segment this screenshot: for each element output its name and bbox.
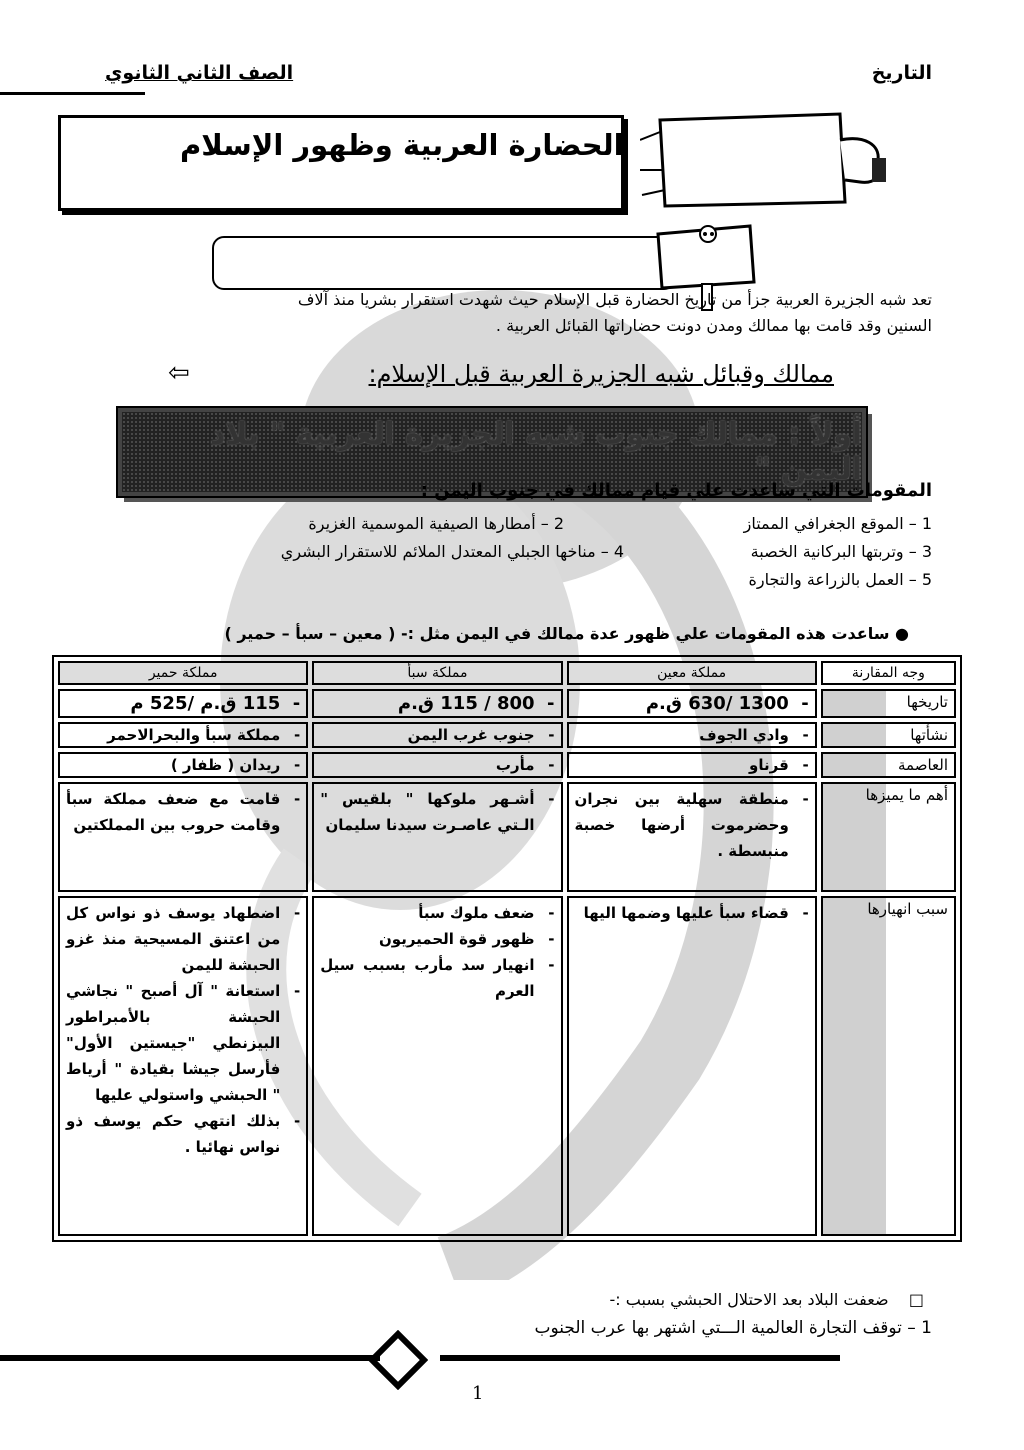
subtitle-box	[212, 236, 676, 290]
intro-line-2: السنين وقد قامت بها ممالك ومدن دونت حضاراتها القبائل العربية .	[495, 316, 932, 335]
weakened-cause-1: 1 – توقف التجارة العالمية الـــتي اشتهر بها عرب الجنوب	[534, 1318, 932, 1338]
kingdoms-bullet: ● ساعدت هذه المقومات علي ظهور عدة ممالك في اليمن مثل :- ( معين – سبأ – حمير )	[224, 624, 909, 643]
row-label-history: تاريخها	[821, 689, 956, 718]
cell-himyar-capital: - ريدان ( ظفار )	[58, 752, 308, 778]
factor-5: 5 – العمل بالزراعة والتجارة	[748, 570, 932, 589]
table-row	[58, 752, 956, 778]
row-label-origin: نشأتها	[821, 722, 956, 748]
row-label-fall: سبب انهيارها	[821, 896, 956, 1236]
cell-maeen-fall: - قضاء سبأ عليها وضمها اليها	[567, 896, 817, 1236]
banner-title: أولاً : ممالك جنوب شبه الجزيرة العربية " بلاد اليمن "	[209, 417, 862, 487]
cell-maeen-history: - 1300 /630 ق.م	[567, 689, 817, 718]
cell-saba-origin: - جنوب غرب اليمن	[312, 722, 562, 748]
kingdoms-comparison-table	[52, 655, 962, 1242]
row-label-features: أهم ما يميزها	[821, 782, 956, 892]
factor-1: 1 – الموقع الجغرافي الممتاز	[743, 514, 932, 533]
factor-2: 2 – أمطارها الصيفية الموسمية الغزيرة	[308, 514, 564, 533]
factor-3: 3 – وتربتها البركانية الخصبة	[750, 542, 932, 561]
cell-maeen-origin: - وادي الجوف	[567, 722, 817, 748]
cell-himyar-fall: - اضطهاد يوسف ذو نواس كل من اعتنق المسيحية منذ غزو الحبشة لليمن - استعانة " آل أصبح " نجاشي الحبشة بالأمبراطور البيزنطي "جيستين الأول" فأرسل جيشا بقيادة " أرياط " الحبشي واستولي عليها - بذلك انتهي حكم يوسف ذو نواس نهائيا .	[58, 896, 308, 1236]
section-heading: ممالك وقبائل شبه الجزيرة العربية قبل الإسلام:	[368, 360, 834, 388]
footer-diamond-ornament	[368, 1330, 428, 1390]
arrow-left-icon: ⇦	[168, 358, 190, 388]
subject-label: التاريخ	[871, 62, 932, 84]
header-rule	[0, 92, 145, 95]
cell-maeen-capital: - قرناو	[567, 752, 817, 778]
header-maeen: مملكة معين	[567, 661, 817, 685]
weakened-note: □ ضعفت البلاد بعد الاحتلال الحبشي بسبب :-	[609, 1290, 924, 1309]
cell-maeen-features: - منطقة سهلية بين نجران وحضرموت أرضها خصبة منبسطة .	[567, 782, 817, 892]
factors-heading: المقومات التي ساعدت علي قيام ممالك في جنوب اليمن :	[420, 480, 932, 501]
row-label-capital: العاصمة	[821, 752, 956, 778]
page-title: الحضارة العربية وظهور الإسلام	[180, 128, 624, 162]
table-row	[58, 722, 956, 748]
cell-saba-capital: - مأرب	[312, 752, 562, 778]
footer-rule-left	[0, 1355, 380, 1361]
cell-himyar-history: - 115 ق.م /525 م	[58, 689, 308, 718]
header-saba: مملكة سبأ	[312, 661, 562, 685]
cell-saba-fall: - ضعف ملوك سبأ - ظهور قوة الحميريون - انهيار سد مأرب بسبب سيل العرم	[312, 896, 562, 1236]
header-himyar: مملكة حمير	[58, 661, 308, 685]
cell-saba-history: - 800 / 115 ق.م	[312, 689, 562, 718]
sign-hand-illustration	[640, 110, 890, 210]
header-comparison: وجه المقارنة	[821, 661, 956, 685]
cell-himyar-origin: - مملكة سبأ والبحرالاحمر	[58, 722, 308, 748]
table-row	[58, 689, 956, 718]
table-row	[58, 896, 956, 1236]
table-row	[58, 782, 956, 892]
page-number: 1	[472, 1383, 484, 1404]
grade-label: الصف الثاني الثانوي	[105, 62, 294, 84]
table-header-row	[58, 661, 956, 685]
cell-saba-features: - أشـهر ملوكها " بلقيس " الـتي عاصـرت سيدنا سليمان	[312, 782, 562, 892]
footer-rule-right	[440, 1355, 840, 1361]
intro-line-1: تعد شبه الجزيرة العربية جزأ من تاريخ الحضارة قبل الإسلام حيث شهدت استقرار بشريا منذ آلاف	[297, 290, 932, 309]
factor-4: 4 – مناخها الجبلي المعتدل الملائم للاستقرار البشري	[280, 542, 624, 561]
cell-himyar-features: - قامت مع ضعف مملكة سبأ وقامت حروب بين المملكتين	[58, 782, 308, 892]
